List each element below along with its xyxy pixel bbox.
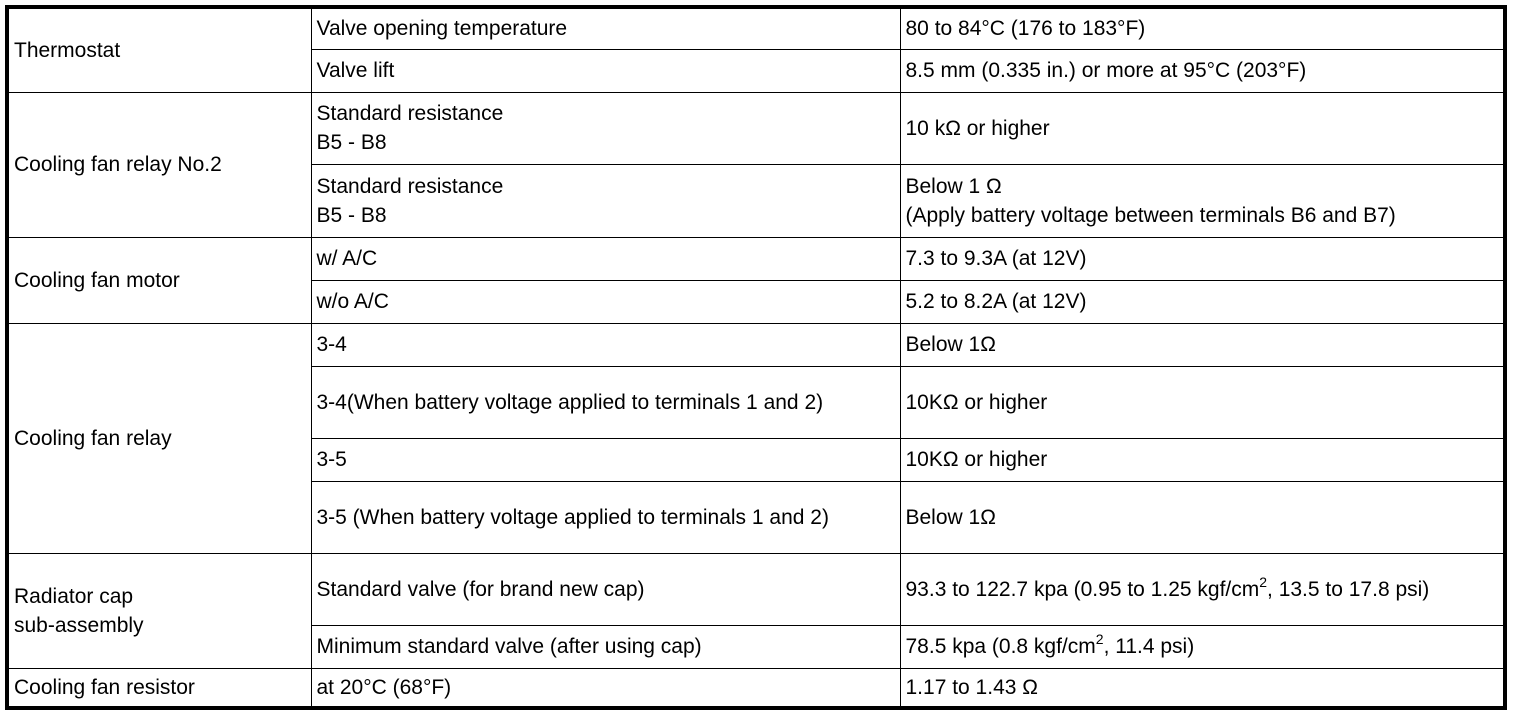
value-cell: 80 to 84°C (176 to 183°F): [900, 7, 1505, 49]
value-cell: Below 1Ω: [900, 323, 1505, 366]
value-text: , 11.4 psi): [1103, 635, 1195, 658]
item-cell: w/o A/C: [311, 280, 900, 323]
table-row: [7, 92, 1505, 164]
item-cell: at 20°C (68°F): [311, 668, 900, 708]
value-cell: 10KΩ or higher: [900, 366, 1505, 438]
value-cell: [900, 625, 1505, 668]
table-row: [7, 7, 1505, 49]
item-cell: 3-4: [311, 323, 900, 366]
item-cell: Valve lift: [311, 49, 900, 92]
table-row: [7, 237, 1505, 280]
value-cell: 7.3 to 9.3A (at 12V): [900, 237, 1505, 280]
item-cell: Valve opening temperature: [311, 7, 900, 49]
item-cell: Minimum standard valve (after using cap): [311, 625, 900, 668]
table-row: [7, 323, 1505, 366]
superscript: 2: [1259, 573, 1268, 590]
item-cell: Standard resistance B5 - B8: [311, 92, 900, 164]
component-cell: Cooling fan motor: [7, 237, 311, 323]
item-cell: 3-4(When battery voltage applied to terminals 1 and 2): [311, 366, 900, 438]
component-cell: Cooling fan resistor: [7, 668, 311, 708]
item-cell: 3-5 (When battery voltage applied to terminals 1 and 2): [311, 481, 900, 553]
value-cell: 5.2 to 8.2A (at 12V): [900, 280, 1505, 323]
value-text: 93.3 to 122.7 kpa (0.95 to 1.25 kgf/cm: [905, 577, 1260, 601]
table-row: [7, 668, 1505, 708]
value-cell: [900, 553, 1505, 625]
component-cell: Radiator cap sub-assembly: [7, 553, 311, 668]
component-cell: Cooling fan relay: [7, 323, 311, 553]
item-cell: w/ A/C: [311, 237, 900, 280]
value-cell: 1.17 to 1.43 Ω: [900, 668, 1505, 708]
value-cell: 8.5 mm (0.335 in.) or more at 95°C (203°F): [900, 49, 1505, 92]
value-text: 78.5 kpa (0.8 kgf/cm: [905, 635, 1096, 658]
component-cell: Thermostat: [7, 7, 311, 92]
value-text: , 13.5 to 17.8 psi): [1267, 577, 1430, 601]
item-cell: 3-5: [311, 438, 900, 481]
value-cell: Below 1 Ω (Apply battery voltage between terminals B6 and B7): [900, 164, 1505, 237]
item-cell: Standard valve (for brand new cap): [311, 553, 900, 625]
table-row: [7, 553, 1505, 625]
value-cell: Below 1Ω: [900, 481, 1505, 553]
value-cell: 10KΩ or higher: [900, 438, 1505, 481]
specifications-table: [5, 5, 1507, 710]
superscript: 2: [1095, 631, 1104, 647]
component-cell: Cooling fan relay No.2: [7, 92, 311, 237]
value-cell: 10 kΩ or higher: [900, 92, 1505, 164]
item-cell: Standard resistance B5 - B8: [311, 164, 900, 237]
